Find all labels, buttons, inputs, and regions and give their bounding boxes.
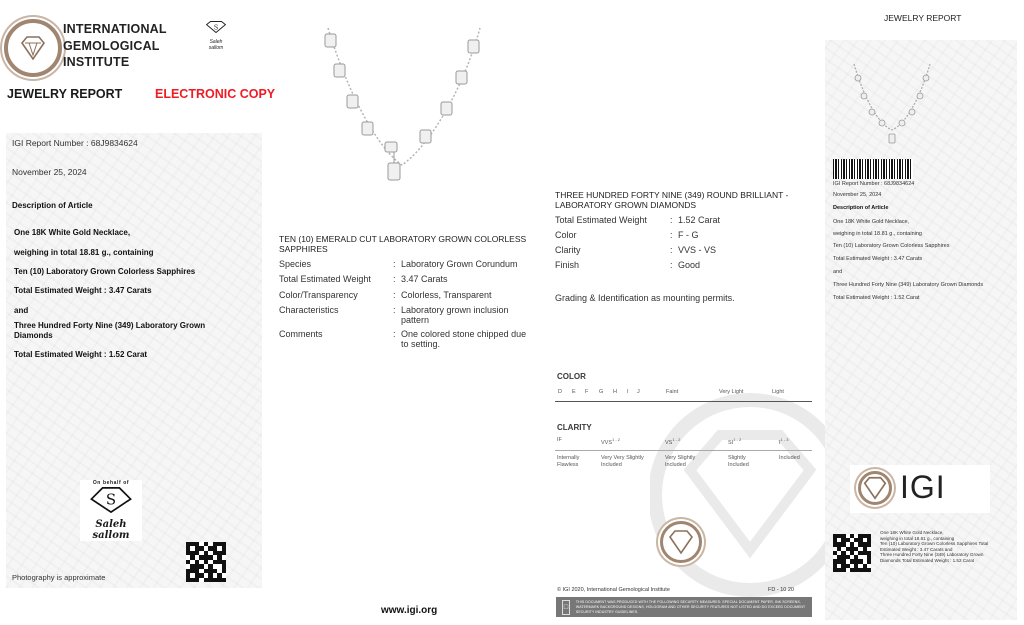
electronic-copy-label: ELECTRONIC COPY bbox=[155, 87, 276, 101]
copyright: © IGI 2020, International Gemological Institute bbox=[557, 587, 670, 593]
igi-seal-icon bbox=[858, 471, 892, 505]
security-text: THIS DOCUMENT WAS PRODUCED WITH THE FOLLOWING SECURITY MEASURES: SPECIAL DOCUMENT PAPER, INK SCREENS, WATERMARK BACKGROUND DESIGNS, HOLOGRAM AND OTHER SECURITY FEATURES NOT LISTED AND DO EXCEED DOCUMENT SECURITY INDUSTRY GUIDELINES. bbox=[575, 599, 806, 614]
diamond-label: Total Estimated Weight bbox=[555, 215, 647, 225]
right-description-line: Total Estimated Weight : 1.52 Carat bbox=[833, 295, 920, 301]
sapphire-label: Species bbox=[279, 259, 312, 269]
diamond-icon bbox=[861, 473, 889, 503]
form-code: FD - 10 20 bbox=[768, 587, 794, 593]
necklace-thumbnail bbox=[848, 58, 936, 148]
description-line: One 18K White Gold Necklace, bbox=[14, 228, 131, 237]
diamond-value: VVS - VS bbox=[678, 245, 717, 255]
grading-note: Grading & Identification as mounting permits. bbox=[555, 293, 735, 303]
qr-code[interactable] bbox=[186, 542, 226, 582]
sapphire-label: Comments bbox=[279, 329, 323, 339]
necklace-photo bbox=[320, 20, 490, 188]
right-description-line: and bbox=[833, 269, 843, 275]
diamond-label: Clarity bbox=[555, 245, 581, 255]
sapphire-value: 3.47 Carats bbox=[401, 274, 448, 284]
igi-wordmark: IGI bbox=[900, 469, 946, 505]
sapphire-label: Characteristics bbox=[279, 305, 339, 315]
color-scale-heading: COLOR bbox=[557, 372, 586, 381]
clarity-scale-heading: CLARITY bbox=[557, 423, 592, 432]
diamond-value: Good bbox=[678, 260, 701, 270]
clarity-scale-rule bbox=[555, 450, 812, 451]
color-scale-grades: D E F G H I J Faint Very Light Light bbox=[558, 389, 784, 395]
sapphire-value: Colorless, Transparent bbox=[401, 290, 492, 300]
institute-name: INTERNATIONAL GEMOLOGICAL INSTITUTE bbox=[63, 22, 167, 69]
diamond-label: Color bbox=[555, 230, 577, 240]
diamond-details-table: Total Estimated Weight : 1.52 Carat Color : F - G Clarity : VVS - VS Finish : Good bbox=[555, 215, 721, 270]
lock-icon: □ bbox=[562, 600, 570, 615]
necklace-image bbox=[848, 58, 936, 148]
right-panel-title: JEWELRY REPORT bbox=[884, 13, 962, 23]
sapphire-section-title: TEN (10) EMERALD CUT LABORATORY GROWN COLORLESS SAPPHIRES bbox=[279, 234, 527, 254]
igi-brand-logo bbox=[850, 465, 990, 513]
watermark-seal bbox=[650, 380, 850, 610]
clarity-scale-grades: IF VVS$^{1 - 2}$ VS$^{1 - 2}$ SI$^{1 - 2}$ $I^{1 - 3}$ bbox=[557, 437, 789, 446]
sapphire-value: Laboratory grown inclusion pattern bbox=[401, 305, 509, 325]
diamond-section-title: THREE HUNDRED FORTY NINE (349) ROUND BRILLIANT - LABORATORY GROWN DIAMONDS bbox=[555, 190, 789, 210]
igi-watermark-icon bbox=[650, 380, 850, 610]
retailer-diamond-icon bbox=[88, 486, 134, 514]
barcode bbox=[833, 159, 913, 179]
right-description-line: Three Hundred Forty Nine (349) Laboratory Grown Diamonds bbox=[833, 282, 984, 288]
sapphire-value: Laboratory Grown Corundum bbox=[401, 259, 518, 269]
right-summary: One 18K White Gold Necklace, weighing in total 18.81 g., containing Ten (10) Laboratory Grown Colorless Sapphires Total Estimated Weight : 3.47 Carats and Three Hundred Forty Nine (349) Laboratory Grown Diamonds Total Estimated Weight : 1.52 Carat bbox=[880, 530, 989, 563]
igi-seal-logo bbox=[4, 19, 62, 77]
security-banner bbox=[556, 597, 812, 617]
description-line: Three Hundred Forty Nine (349) Laboratory Grown Diamonds bbox=[14, 321, 206, 340]
description-line: Total Estimated Weight : 1.52 Carat bbox=[14, 350, 148, 359]
clarity-scale-descriptions: Internally Flawless Very Very Slightly Included Very Slightly Included Slightly Included Included bbox=[557, 455, 800, 468]
sapphire-label: Color/Transparency bbox=[279, 290, 358, 300]
diamond-label: Finish bbox=[555, 260, 580, 270]
color-scale-rule bbox=[555, 401, 812, 402]
svg-text:S: S bbox=[213, 24, 219, 32]
right-report-number: IGI Report Number : 68J9834624 bbox=[833, 181, 915, 187]
right-qr-code[interactable] bbox=[833, 534, 871, 572]
right-description-heading: Description of Article bbox=[833, 205, 889, 211]
right-description-line: Ten (10) Laboratory Grown Colorless Sapphires bbox=[833, 243, 950, 249]
report-number: IGI Report Number : 68J9834624 bbox=[12, 138, 138, 148]
description-line: and bbox=[14, 306, 29, 315]
sapphire-label: Total Estimated Weight bbox=[279, 274, 371, 284]
retailer-signature-block: On behalf of S Saleh sallom bbox=[80, 480, 142, 541]
description-heading: Description of Article bbox=[12, 201, 93, 210]
diamond-value: F - G bbox=[678, 230, 699, 240]
website-link[interactable]: www.igi.org bbox=[381, 605, 438, 616]
description-line: Ten (10) Laboratory Grown Colorless Sapphires bbox=[14, 267, 196, 276]
description-line: Total Estimated Weight : 3.47 Carats bbox=[14, 286, 152, 295]
diamond-icon bbox=[18, 33, 48, 63]
right-description-line: Total Estimated Weight : 3.47 Carats bbox=[833, 256, 923, 262]
description-line: weighing in total 18.81 g., containing bbox=[14, 248, 154, 257]
necklace-image bbox=[320, 20, 490, 188]
retailer-diamond-icon bbox=[205, 20, 227, 34]
sapphire-details-table: Species : Laboratory Grown Corundum Total Estimated Weight : 3.47 Carats Color/Transparency : Colorless, Transparent Characteristics : Laboratory grown inclusion pattern Comments : One colored stone chipped due to setting. bbox=[279, 259, 539, 359]
diamond-icon bbox=[666, 527, 696, 557]
right-description-line: One 18K White Gold Necklace, bbox=[833, 219, 910, 225]
report-type-label: JEWELRY REPORT bbox=[7, 87, 123, 101]
right-description-line: weighing in total 18.81 g., containing bbox=[833, 231, 922, 237]
igi-seal-small bbox=[660, 521, 702, 563]
right-report-date: November 25, 2024 bbox=[833, 192, 882, 198]
svg-text:S: S bbox=[105, 490, 117, 509]
sapphire-value: One colored stone chipped due to setting. bbox=[401, 329, 527, 349]
diamond-value: 1.52 Carat bbox=[678, 215, 721, 225]
photo-note: Photography is approximate bbox=[12, 573, 106, 582]
report-date: November 25, 2024 bbox=[12, 167, 87, 177]
retailer-logo-small: S Saleh sallom bbox=[202, 20, 230, 46]
